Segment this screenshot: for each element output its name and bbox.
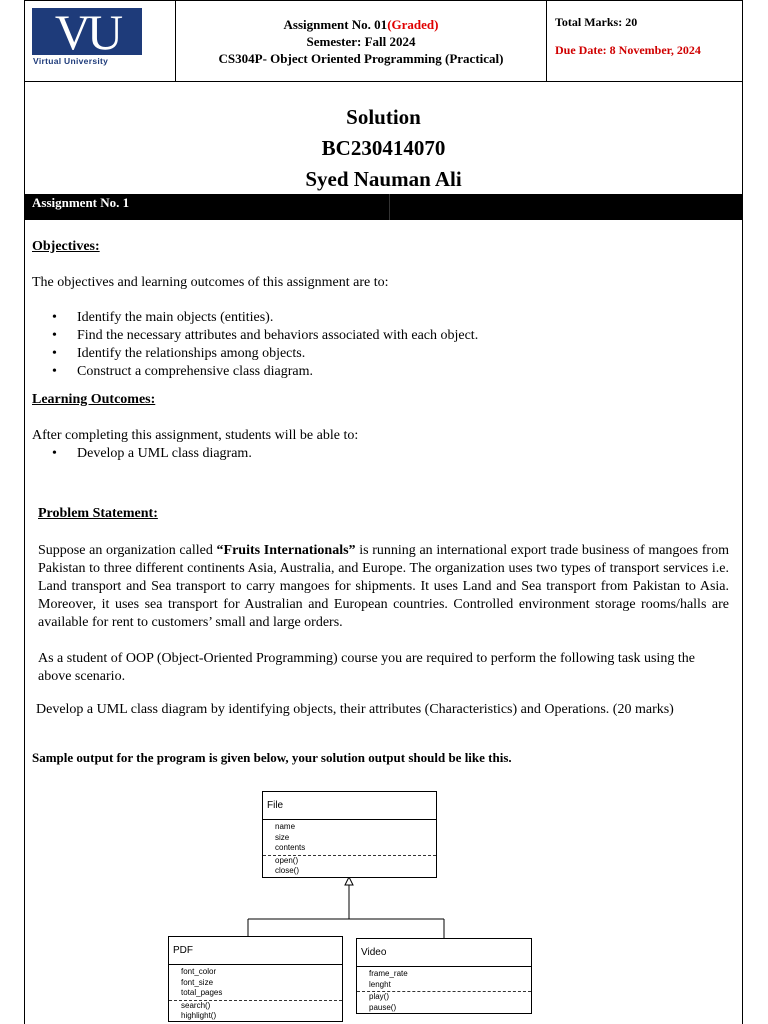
learning-heading: Learning Outcomes: [32,392,156,407]
logo-letters: VU [54,4,120,60]
list-item: • Construct a comprehensive class diagram. [32,363,478,381]
list-item: • Develop a UML class diagram. [32,445,252,463]
class-attributes [169,965,342,1001]
logo-name: Virtual University [33,56,109,66]
assignment-label: Assignment No. 01 [283,17,388,32]
attribute: lenght [369,979,391,989]
class-operations [357,992,531,1013]
list-item: • Identify the relationships among objects. [32,345,478,363]
list-item: • Identify the main objects (entities). [32,309,478,327]
uml-class-video [356,938,532,1014]
attribute: contents [275,843,306,852]
problem-p1-before: Suppose an organization called [38,543,217,558]
solution-title: Solution [346,105,421,129]
attribute: font_size [181,977,214,987]
total-marks: Total Marks: 20 [555,15,638,29]
operation: play() [369,992,390,1001]
course-label: CS304P- Object Oriented Programming (Practical) [218,51,504,66]
student-name: Syed Nauman Ali [305,167,462,191]
inheritance-arrow-icon [345,877,353,885]
operation: search() [181,1000,211,1010]
task-paragraph: As a student of OOP (Object-Oriented Programming) course you are required to perform the following task using the above scenario. [38,651,695,684]
attribute: size [275,832,290,842]
class-name: File [263,792,436,820]
organization-name: “Fruits Internationals” [216,543,356,558]
uml-class-pdf [168,936,343,1022]
objectives-heading: Objectives: [32,239,100,254]
class-name: Video [357,939,531,967]
attribute: font_color [181,967,217,976]
uml-class-file [262,791,437,878]
objectives-intro: The objectives and learning outcomes of this assignment are to: [32,275,389,290]
due-date: Due Date: 8 November, 2024 [555,43,701,57]
attribute: total_pages [181,988,223,997]
deliverable-paragraph: Develop a UML class diagram by identifying objects, their attributes (Characteristics) and Operations. (20 marks) [36,702,674,717]
assignment-bar-label: Assignment No. 1 [32,195,130,210]
operation: open() [275,855,299,865]
problem-heading: Problem Statement: [38,506,158,521]
class-attributes [263,820,436,856]
operation: highlight() [181,1011,217,1020]
attribute: name [275,822,296,831]
student-id: BC230414070 [321,136,446,160]
class-name: PDF [169,937,342,965]
problem-p1-after: is running an international export trade business of mangoes from Pakistan to three different continents Asia, Australia, and Europe. The organization uses two types of transport services i.e. Land transport and Sea transport to carry mangoes for shipments. It uses Land and Sea transport from Pakistan to Asia. Moreover, it uses sea transport for Australian and European countries. Controlled environment storage rooms/halls are available for rent to customers’ small and large orders. [38,543,729,630]
list-item: • Find the necessary attributes and behaviors associated with each object. [32,327,478,345]
operation: pause() [369,1002,397,1012]
learning-intro: After completing this assignment, students will be able to: [32,428,359,443]
class-operations [169,1001,342,1022]
class-operations [263,856,436,877]
sample-output-label: Sample output for the program is given below, your solution output should be like this. [32,750,512,765]
attribute: frame_rate [369,969,408,978]
semester-label: Semester: Fall 2024 [306,34,416,49]
graded-label: (Graded) [387,17,439,32]
operation: close() [275,866,300,875]
class-attributes [357,967,531,992]
